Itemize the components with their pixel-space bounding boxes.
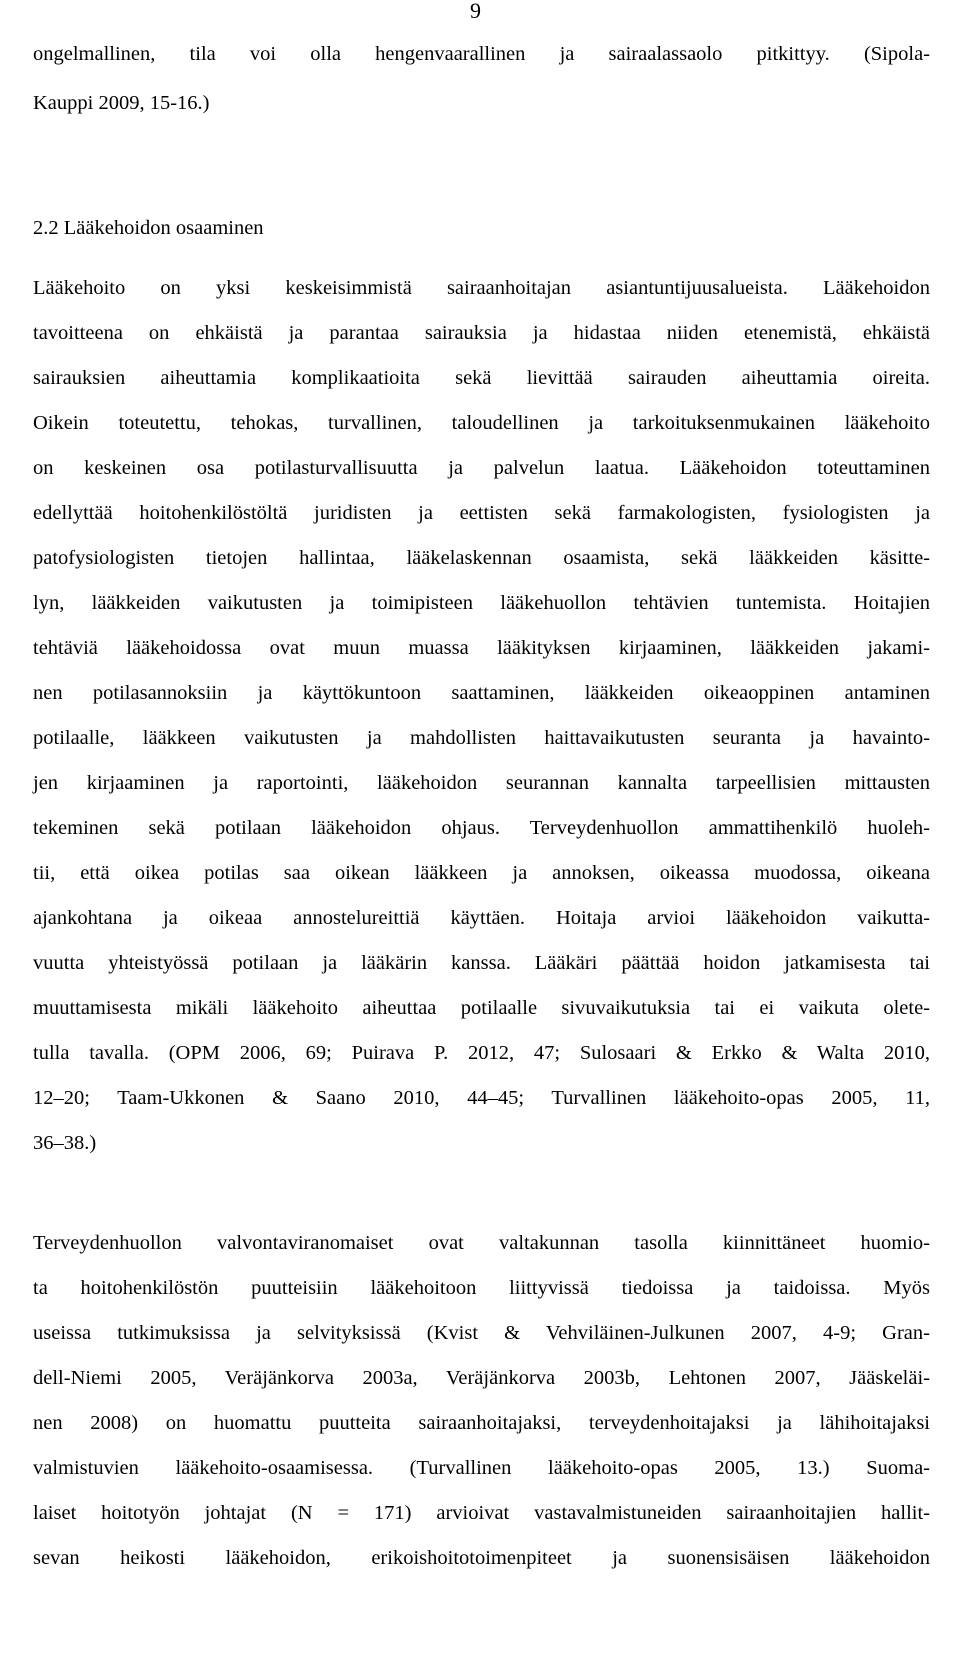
body-text-line: lyn, lääkkeiden vaikutusten ja toimipisteen lääkehuollon tehtävien tuntemista. Hoitajien bbox=[33, 592, 930, 614]
body-text-line: valmistuvien lääkehoito-osaamisessa. (Turvallinen lääkehoito-opas 2005, 13.) Suoma- bbox=[33, 1457, 930, 1479]
body-text-line: dell-Niemi 2005, Veräjänkorva 2003a, Veräjänkorva 2003b, Lehtonen 2007, Jääskeläi- bbox=[33, 1367, 930, 1389]
body-text-line: 36–38.) bbox=[33, 1132, 97, 1154]
body-text-line: tii, että oikea potilas saa oikean lääkkeen ja annoksen, oikeassa muodossa, oikeana bbox=[33, 862, 930, 884]
body-text-line: jen kirjaaminen ja raportointi, lääkehoidon seurannan kannalta tarpeellisien mittausten bbox=[33, 772, 930, 794]
body-text-line: tulla tavalla. (OPM 2006, 69; Puirava P. 2012, 47; Sulosaari & Erkko & Walta 2010, bbox=[33, 1042, 930, 1064]
body-text-line: ta hoitohenkilöstön puutteisiin lääkehoitoon liittyvissä tiedoissa ja taidoissa. Myös bbox=[33, 1277, 930, 1299]
body-text-line: ajankohtana ja oikeaa annostelureittiä käyttäen. Hoitaja arvioi lääkehoidon vaikutta- bbox=[33, 907, 930, 929]
section-heading: 2.2 Lääkehoidon osaaminen bbox=[33, 217, 264, 239]
body-text-line: Oikein toteutettu, tehokas, turvallinen, taloudellinen ja tarkoituksenmukainen lääkehoito bbox=[33, 412, 930, 434]
body-text-line: laiset hoitotyön johtajat (N = 171) arvioivat vastavalmistuneiden sairaanhoitajien hallit- bbox=[33, 1502, 930, 1524]
body-text-line: on keskeinen osa potilasturvallisuutta ja palvelun laatua. Lääkehoidon toteuttaminen bbox=[33, 457, 930, 479]
body-text-line: Lääkehoito on yksi keskeisimmistä sairaanhoitajan asiantuntijuusalueista. Lääkehoidon bbox=[33, 277, 930, 299]
body-text-line: Kauppi 2009, 15-16.) bbox=[33, 92, 210, 114]
body-text-line: nen 2008) on huomattu puutteita sairaanhoitajaksi, terveydenhoitajaksi ja lähihoitajaksi bbox=[33, 1412, 930, 1434]
body-text-line: sevan heikosti lääkehoidon, erikoishoitotoimenpiteet ja suonensisäisen lääkehoidon bbox=[33, 1547, 930, 1569]
body-text-line: vuutta yhteistyössä potilaan ja lääkärin kanssa. Lääkäri päättää hoidon jatkamisesta tai bbox=[33, 952, 930, 974]
body-text-line: tekeminen sekä potilaan lääkehoidon ohjaus. Terveydenhuollon ammattihenkilö huoleh- bbox=[33, 817, 930, 839]
body-text-line: patofysiologisten tietojen hallintaa, lääkelaskennan osaamista, sekä lääkkeiden käsitte- bbox=[33, 547, 930, 569]
body-text-line: nen potilasannoksiin ja käyttökuntoon saattaminen, lääkkeiden oikeaoppinen antaminen bbox=[33, 682, 930, 704]
body-text-line: potilaalle, lääkkeen vaikutusten ja mahdollisten haittavaikutusten seuranta ja havainto- bbox=[33, 727, 930, 749]
body-text-line: edellyttää hoitohenkilöstöltä juridisten ja eettisten sekä farmakologisten, fysiologisten ja bbox=[33, 502, 930, 524]
body-text-line: tehtäviä lääkehoidossa ovat muun muassa lääkityksen kirjaaminen, lääkkeiden jakami- bbox=[33, 637, 930, 659]
body-text-line: Terveydenhuollon valvontaviranomaiset ovat valtakunnan tasolla kiinnittäneet huomio- bbox=[33, 1232, 930, 1254]
body-text-line: tavoitteena on ehkäistä ja parantaa sairauksia ja hidastaa niiden etenemistä, ehkäistä bbox=[33, 322, 930, 344]
body-text-line: useissa tutkimuksissa ja selvityksissä (Kvist & Vehviläinen-Julkunen 2007, 4-9; Gran- bbox=[33, 1322, 930, 1344]
body-text-line: muuttamisesta mikäli lääkehoito aiheuttaa potilaalle sivuvaikutuksia tai ei vaikuta olete- bbox=[33, 997, 930, 1019]
page-number: 9 bbox=[470, 0, 481, 23]
body-text-line: 12–20; Taam-Ukkonen & Saano 2010, 44–45; Turvallinen lääkehoito-opas 2005, 11, bbox=[33, 1087, 930, 1109]
body-text-line: ongelmallinen, tila voi olla hengenvaarallinen ja sairaalassaolo pitkittyy. (Sipola- bbox=[33, 43, 930, 65]
body-text-line: sairauksien aiheuttamia komplikaatioita sekä lievittää sairauden aiheuttamia oireita. bbox=[33, 367, 930, 389]
